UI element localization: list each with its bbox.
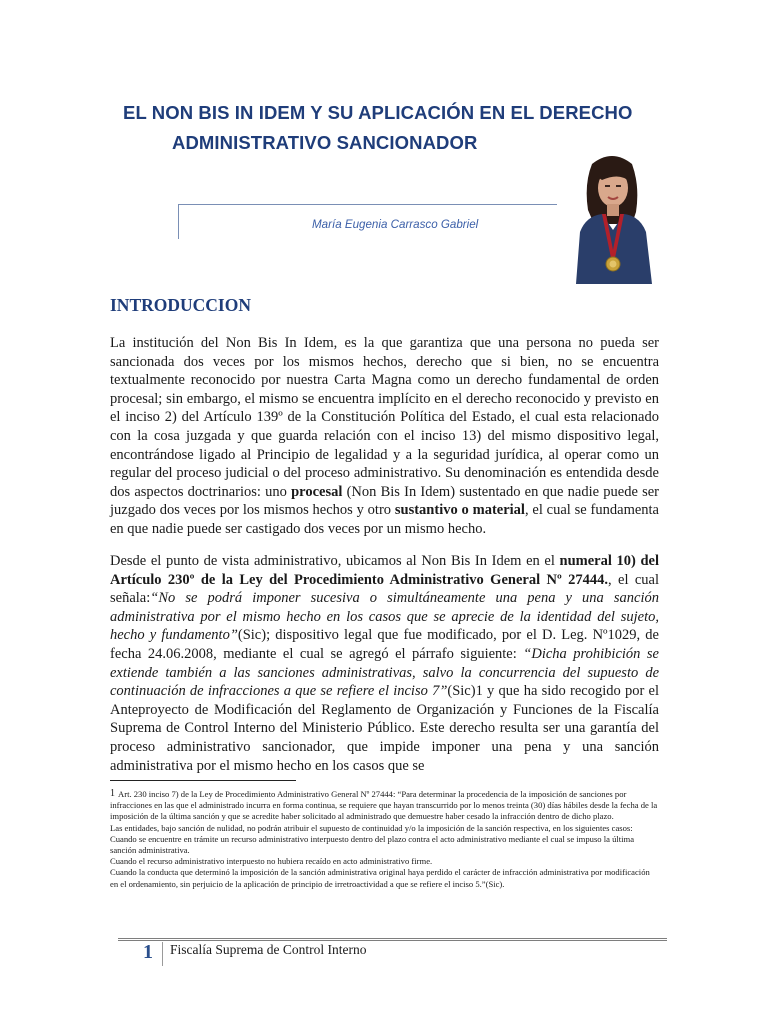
- footnote-line-5: Cuando la conducta que determinó la imposición de la sanción administrativa original haya perdido el carácter de infracción administrativa por modificación en el ordenamiento, sin perjuicio de la aplicación de principio de irretroactividad a que se refiere el inciso 5.”(Sic).: [110, 867, 650, 889]
- p2-text-4: (Sic)1 y que ha sido recogido por el Anteproyecto de Modificación del Reglamento de Organización y Funciones de la Fiscalía Suprema de Control Interno del Ministerio Público. Este derecho resulta ser una garantía del proceso administrativo sancionador, que impide imponer una pena y una sanción administrativa por el mismo hecho en los casos que se: [110, 683, 659, 774]
- footnote-line-4: Cuando el recurso administrativo interpuesto no hubiera recaído en acto administrativo firme.: [110, 856, 433, 867]
- section-heading: INTRODUCCION: [110, 295, 251, 315]
- author-name: María Eugenia Carrasco Gabriel: [312, 218, 479, 231]
- p1-text-1: La institución del Non Bis In Idem, es la que garantiza que una persona no pueda ser sancionada dos veces por los mismos hechos, derecho que si bien, no se encuentra textualmente reconocido por nuestra Carta Magna como un derecho fundamental de orden procesal; sin embargo, el mismo se encuentra implícito en el derecho reconocido y previsto en el inciso 2) del Artículo 139º de la Constitución Política del Estado, el cual esta relacionado con la cosa juzgada y que guarda relación con el inciso 13) del mismo dispositivo legal, encontrándose ligado al Principio de legalidad y a la seguridad jurídica, al operar como un regular del proceso judicial o del proceso administrativo. Su denominación es entendida desde dos aspectos doctrinarios: uno: [110, 335, 659, 500]
- document-title-line-2: ADMINISTRATIVO SANCIONADOR: [172, 132, 478, 153]
- p2-text-1: Desde el punto de vista administrativo, ubicamos al Non Bis In Idem en el: [110, 553, 560, 569]
- footnote: [110, 788, 659, 890]
- intro-paragraph-1: [110, 334, 659, 539]
- intro-paragraph-2: [110, 552, 659, 775]
- p2-quote-2: “Dicha prohibición se extiende también a las sanciones administrativas, salvo la concurrencia del supuesto de continuación de infracciones a que se refiere el inciso 7”: [110, 645, 659, 700]
- p1-bold-sustantivo: sustantivo o material: [394, 502, 525, 519]
- p2-text-2: , el cual señala:: [110, 571, 659, 607]
- footer-text: Fiscalía Suprema de Control Interno: [170, 942, 367, 957]
- p1-text-2: (Non Bis In Idem) sustentado en que nadie puede ser juzgado dos veces por los mismos hechos y otro: [110, 483, 659, 519]
- p2-bold-law-reference: numeral 10) del Artículo 230º de la Ley del Procedimiento Administrativo General Nº 27444.: [110, 553, 660, 588]
- portrait-image: [572, 150, 654, 284]
- footnote-line-3: Cuando se encuentre en trámite un recurso administrativo interpuesto dentro del plazo contra el acto administrativo mediante el cual se impuso la última sanción administrativa.: [110, 833, 635, 856]
- author-portrait: [572, 150, 654, 284]
- p2-quote-1: “No se podrá imponer sucesiva o simultáneamente una pena y una sanción administrativa por el mismo hecho en los casos que se aprecie de la identidad del sujeto, hecho y fundamento”: [110, 590, 659, 644]
- document-title-line-1: EL NON BIS IN IDEM Y SU APLICACIÓN EN EL DERECHO: [123, 102, 633, 123]
- p1-text-3: , el cual se fundamenta en que nadie puede ser castigado dos veces por un mismo hecho.: [110, 502, 659, 537]
- footnote-line-2: Las entidades, bajo sanción de nulidad, no podrán atribuir el supuesto de continuidad y/o la imposición de la sanción respectiva, en los siguientes casos:: [110, 822, 633, 833]
- footnote-line-1: [110, 788, 659, 823]
- footer-rule: [118, 938, 667, 941]
- p1-bold-procesal: procesal: [291, 483, 343, 500]
- footnote-marker: 1: [110, 788, 115, 799]
- footnote-text: Art. 230 inciso 7) de la Ley de Procedimiento Administrativo General Nº 27444: “Para determinar la procedencia de la imposición de sanciones por infracciones en las que el administrado incurra en forma continua, se requiere que hayan transcurrido por lo menos treinta (30) días hábiles desde la fecha de la imposición de la última sanción y que se acredite haber solicitado al administrado que demuestre haber cesado la infracción dentro de dicho plazo.: [110, 789, 658, 822]
- footer-divider: [162, 942, 163, 966]
- p2-text-3: (Sic); dispositivo legal que fue modificado, por el D. Leg. Nº1029, de fecha 24.06.2008, mediante el cual se agregó el párrafo siguiente:: [110, 627, 659, 662]
- footnote-separator: [110, 780, 296, 781]
- page-number: 1: [143, 941, 153, 963]
